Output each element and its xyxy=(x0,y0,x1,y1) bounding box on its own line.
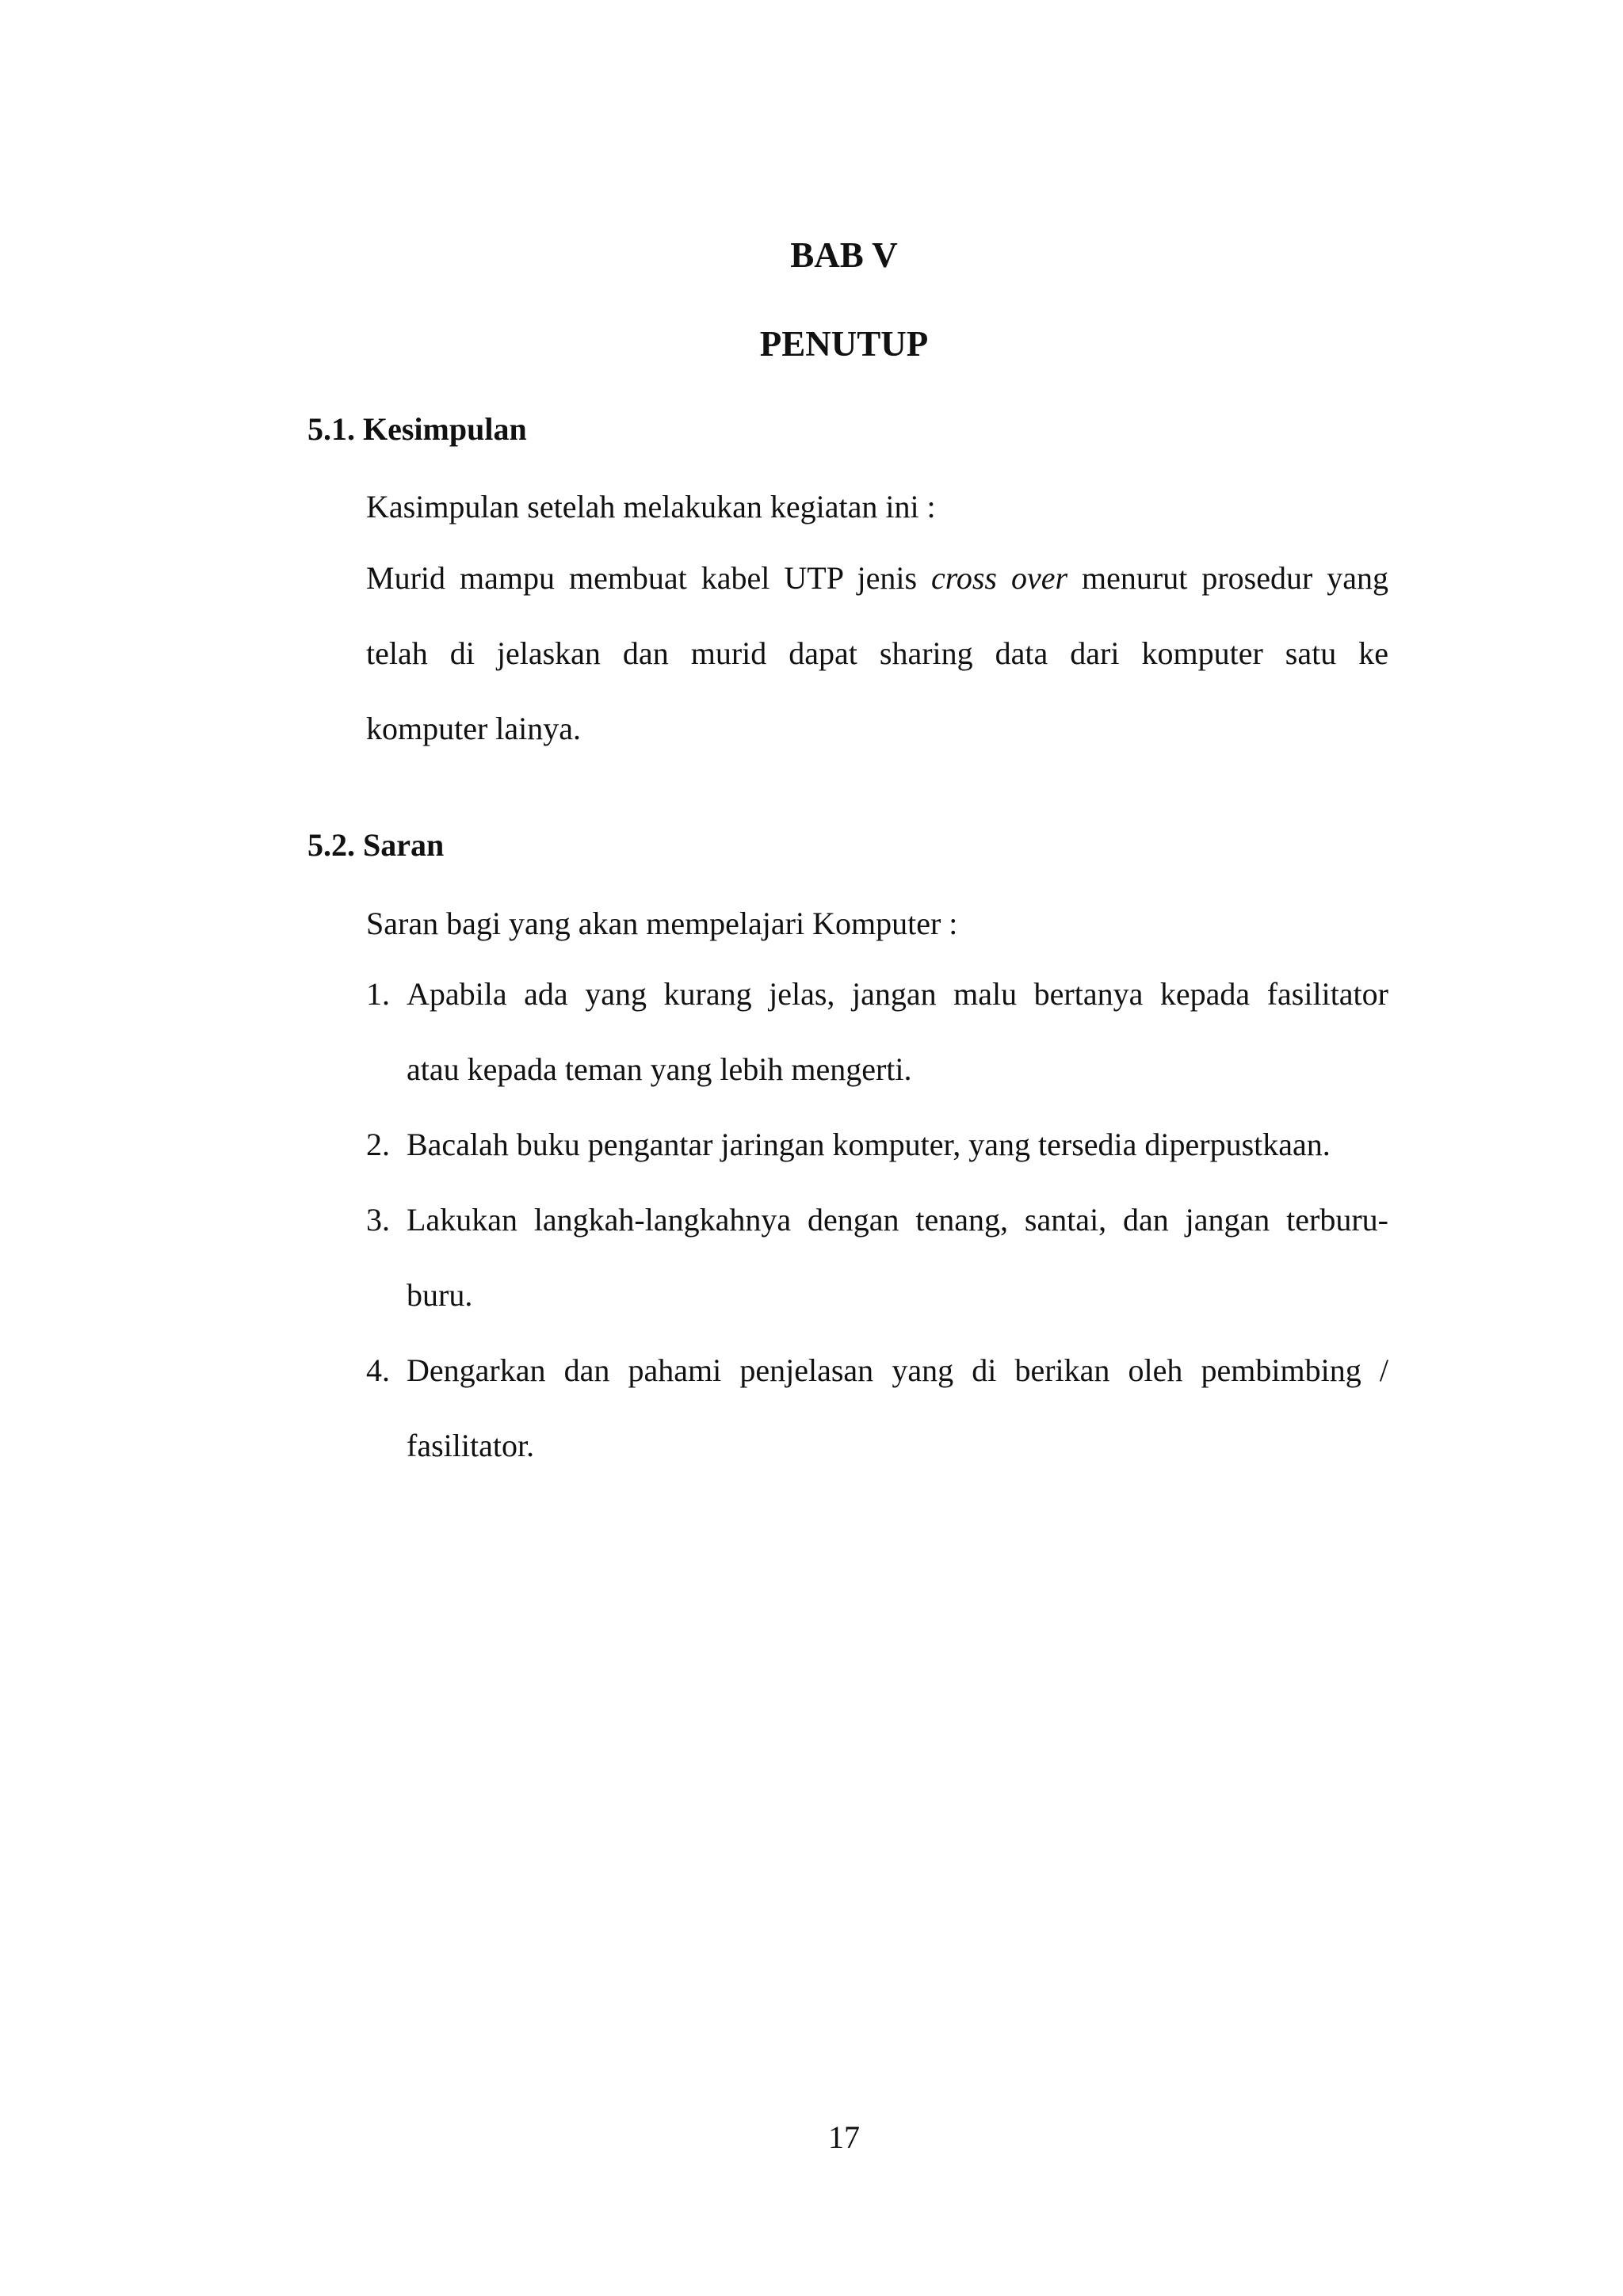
list-item-number: 4. xyxy=(366,1352,390,1388)
list-item-line: fasilitator. xyxy=(407,1428,535,1463)
list-item-text xyxy=(407,956,1388,1107)
list-item-line: Bacalah buku pengantar jaringan komputer, yang tersedia diperpustkaan. xyxy=(407,1127,1331,1162)
page-number: 17 xyxy=(828,2119,860,2155)
saran-intro: Saran bagi yang akan mempelajari Komputer : xyxy=(366,906,958,941)
list-item-number: 2. xyxy=(366,1127,390,1162)
kesimpulan-line-1: Murid mampu membuat kabel UTP jenis cross over menurut prosedur yang xyxy=(366,560,1389,596)
section-heading-saran: 5.2. Saran xyxy=(307,827,445,863)
saran-list-item xyxy=(366,956,1388,1107)
list-item-line: atau kepada teman yang lebih mengerti. xyxy=(407,1051,912,1087)
list-item-line: Dengarkan dan pahami penjelasan yang di berikan oleh pembimbing / xyxy=(407,1352,1388,1388)
kesimpulan-intro: Kasimpulan setelah melakukan kegiatan ini : xyxy=(366,489,936,524)
saran-list xyxy=(366,956,1388,1483)
chapter-title: PENUTUP xyxy=(759,324,929,364)
section-heading-kesimpulan: 5.1. Kesimpulan xyxy=(307,411,527,447)
list-item-line: buru. xyxy=(407,1277,473,1313)
list-item-line: Lakukan langkah-langkahnya dengan tenang, santai, dan jangan terburu- xyxy=(407,1202,1388,1238)
kesimpulan-line-2: telah di jelaskan dan murid dapat sharing data dari komputer satu ke xyxy=(366,635,1388,671)
list-item-number: 1. xyxy=(366,976,390,1012)
saran-list-item xyxy=(366,1107,1388,1182)
chapter-number: BAB V xyxy=(790,235,898,275)
list-item-text xyxy=(407,1182,1388,1333)
saran-list-item xyxy=(366,1182,1388,1333)
list-item-text xyxy=(407,1333,1388,1483)
cross-over-term: cross over xyxy=(931,560,1068,596)
kesimpulan-body xyxy=(366,540,1388,766)
list-item-text xyxy=(407,1107,1388,1182)
kesimpulan-line-3: komputer lainya. xyxy=(366,711,582,746)
list-item-line: Apabila ada yang kurang jelas, jangan malu bertanya kepada fasilitator xyxy=(407,976,1388,1012)
saran-list-item xyxy=(366,1333,1388,1483)
list-item-number: 3. xyxy=(366,1202,390,1238)
